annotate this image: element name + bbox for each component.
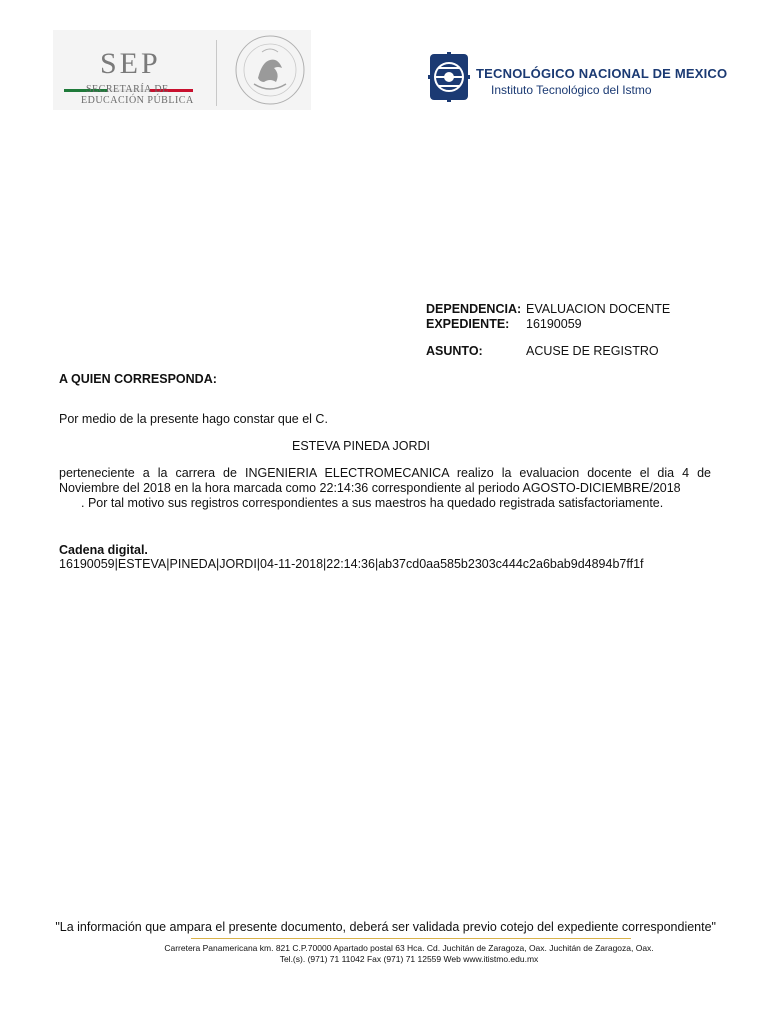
- cadena-digital-value: 16190059|ESTEVA|PINEDA|JORDI|04-11-2018|22:14:36|ab37cd0aa585b2303c444c2a6bab9d4894b7ff1f: [59, 557, 644, 571]
- footer-contact: Tel.(s). (971) 71 11042 Fax (971) 71 12559 Web www.itistmo.edu.mx: [279, 954, 539, 964]
- mexican-coat-of-arms-icon: [232, 32, 308, 108]
- expediente-value: 16190059: [526, 317, 582, 331]
- letter-paragraph: perteneciente a la carrera de INGENIERIA ELECTROMECANICA realizo la evaluacion docente el dia 4 de Noviembre del 2018 en la hora marcada como 22:14:36 correspondiente al periodo AGOSTO-DICIEMBRE/2018: [59, 466, 711, 495]
- dependencia-label: DEPENDENCIA:: [426, 302, 522, 316]
- logo-divider: [216, 40, 217, 106]
- intro-text: Por medio de la presente hago constar que el C.: [59, 412, 328, 426]
- asunto-value: ACUSE DE REGISTRO: [526, 344, 659, 358]
- footer-address: Carretera Panamericana km. 821 C.P.70000 Apartado postal 63 Hca. Cd. Juchitán de Zaragoza, Oax. Juchitán de Zaragoza, Oax.: [164, 943, 654, 953]
- footer-quote-text: "La información que ampara el presente documento, deberá ser validada previo cotejo del expediente correspondiente": [55, 920, 716, 934]
- asunto-label: ASUNTO:: [426, 344, 483, 358]
- sep-acronym: SEP: [100, 47, 161, 80]
- expediente-label: EXPEDIENTE:: [426, 317, 510, 331]
- sep-tricolor-stripe: [64, 79, 194, 82]
- student-name: ESTEVA PINEDA JORDI: [292, 439, 431, 453]
- cadena-digital-label: Cadena digital.: [59, 543, 148, 557]
- salutation: A QUIEN CORRESPONDA:: [59, 372, 217, 386]
- dependencia-value: EVALUACION DOCENTE: [526, 302, 671, 316]
- tecnm-gear-logo-icon: [428, 48, 470, 106]
- footer-rule: [191, 938, 631, 939]
- letter-paragraph-continuation: . Por tal motivo sus registros correspondientes a sus maestros ha quedado registrada satisfactoriamente.: [81, 496, 664, 510]
- tecnm-subtitle: Instituto Tecnológico del Istmo: [491, 83, 652, 97]
- sep-subtitle-line1: SECRETARÍA DE: [86, 84, 169, 95]
- sep-subtitle-line2: EDUCACIÓN PÚBLICA: [81, 95, 194, 106]
- tecnm-title: TECNOLÓGICO NACIONAL DE MEXICO: [476, 66, 728, 81]
